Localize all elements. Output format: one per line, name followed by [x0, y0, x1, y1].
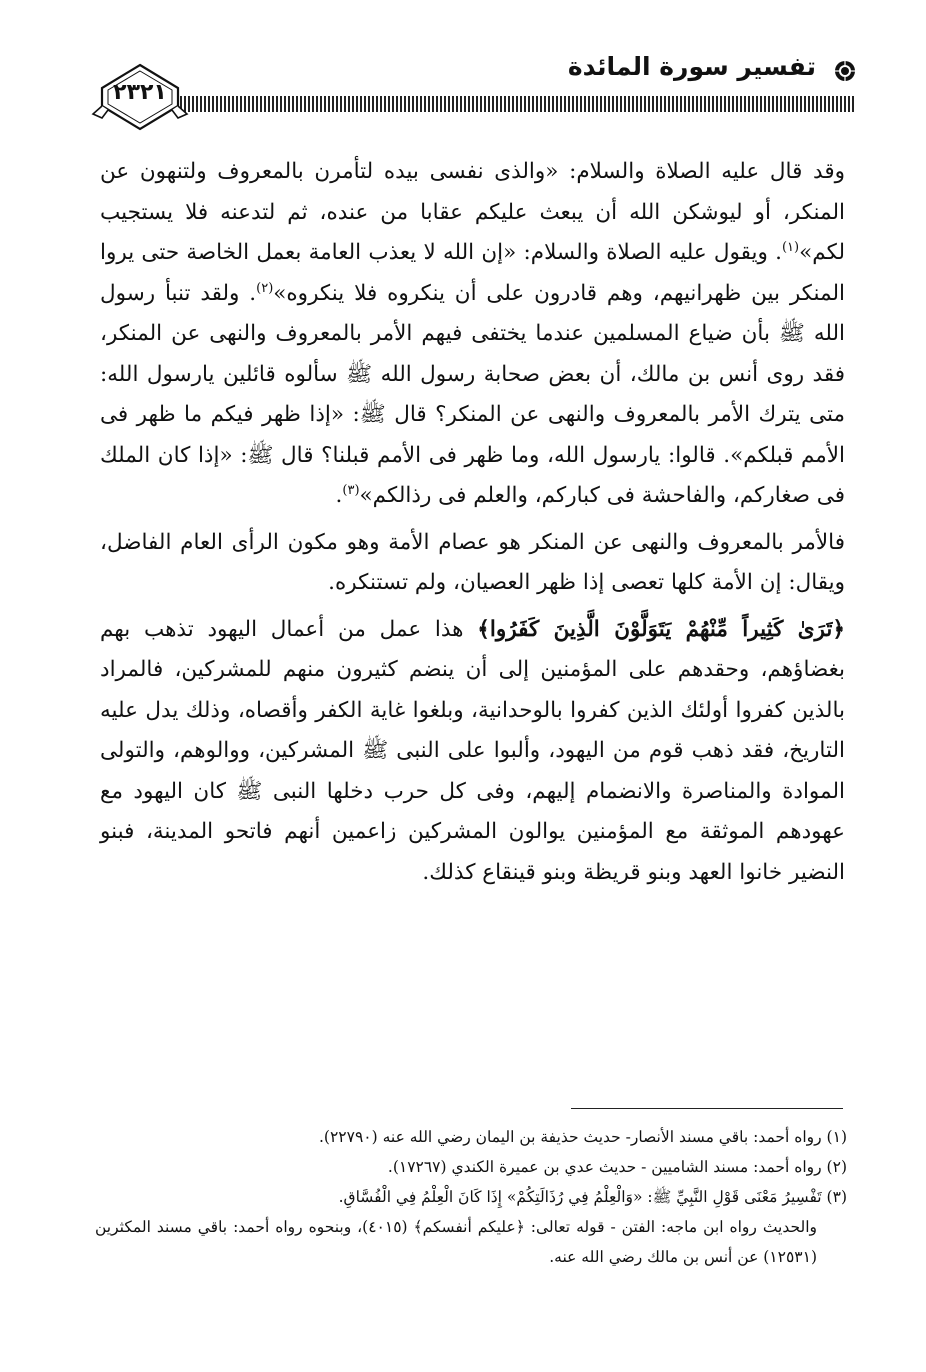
paragraph-1-part-c: . ولقد تنبأ رسول الله ﷺ بأن ضياع المسلمين عندما يختفى فيهم الأمر بالمعروف والنهى عن المنكر، فقد روى أنس بن مالك، أن بعض صحابة رسول الله ﷺ سألوه قائلين يارسول الله: متى يترك الأمر بالمعروف والنهى عن المنكر؟ قال ﷺ: «إذا ظهر فيكم ما ظهر فى الأمم قبلكم». قالوا: يارسول الله، وما ظهر فى الأمم قبلنا؟ قال ﷺ: «إذا كان الملك فى صغاركم، والفاحشة فى كباركم، والعلم فى رذالكم»	[100, 280, 845, 508]
paragraph-1-part-a: وقد قال عليه الصلاة والسلام: «والذى نفسى بيده لتأمرن بالمعروف ولتنهون عن المنكر، أو ليوشكن الله أن يبعث عليكم عقابا من عنده، ثم لتدعنه فلا يستجيب لكم»	[100, 159, 845, 265]
running-title: تفسير سورة المائدة	[567, 52, 816, 81]
footnote-2: (٢) رواه أحمد: مسند الشاميين - حديث عدي بن عميرة الكندي (١٧٢٦٧).	[387, 1158, 847, 1176]
paragraph-3	[100, 610, 845, 894]
footnote-3-continued: والحديث رواه ابن ماجه: الفتن - قوله تعالى: ﴿عليكم أنفسكم﴾ (٤٠١٥)، وبنحوه رواه أحمد: باقي مسند المكثرين (١٢٥٣١) عن أنس بن مالك رضي الله عنه.	[95, 1218, 818, 1266]
paragraph-1-end: .	[335, 483, 343, 508]
footnote-3: (٣) تَفْسِيرُ مَعْنَى قَوْلِ النَّبِيِّ ﷺ: «وَالْعِلْمُ فِي رُذَالَتِكُمْ» إِذَا كَانَ الْعِلْمُ فِي الْفُسَّاقِ.	[338, 1188, 847, 1206]
footnote-ref-3: (٣)	[342, 482, 360, 498]
paragraph-3-text: هذا عمل من أعمال اليهود تذهب بهم بغضاؤهم، وحقدهم على المؤمنين إلى أن ينضم كثيرون منهم للمشركين، فالمراد بالذين كفروا أولئك الذين كفروا بالوحدانية، وبلغوا غاية الكفر وأقصاه، وذلك يدل عليه التاريخ، فقد ذهب قوم من اليهود، وألبوا على النبى ﷺ المشركين، ووالوهم، والتولى الموادة والمناصرة والانضمام إليهم، وفى كل حرب دخلها النبى ﷺ كان اليهود مع عهودهم الموثقة مع المؤمنين يوالون المشركين زاعمين أنهم فاتحو المدينة، فبنو النضير خانوا العهد وبنو قريظة وبنو قينقاع كذلك.	[100, 616, 845, 885]
paragraph-1	[100, 152, 845, 517]
footnotes	[95, 1122, 847, 1272]
footnote-ref-1: (١)	[781, 239, 800, 255]
page-header	[0, 0, 926, 150]
footnote-ref-2: (٢)	[256, 280, 274, 296]
quran-verse: ﴿تَرَىٰ كَثِيراً مِّنْهُمْ يَتَوَلَّوْنَ الَّذِينَ كَفَرُوا﴾	[477, 616, 845, 642]
main-text	[100, 152, 845, 893]
footnote-1: (١) رواه أحمد: باقي مسند الأنصار- حديث حذيفة بن اليمان رضي الله عنه (٢٢٧٩٠).	[318, 1128, 847, 1146]
paragraph-2: فالأمر بالمعروف والنهى عن المنكر هو عصام الأمة وهو مكون الرأى العام الفاضل، ويقال: إن الأمة كلها تعصى إذا ظهر العصيان، ولم تستنكره.	[100, 529, 845, 595]
footnote-divider	[571, 1108, 843, 1109]
page-number: ٢٣٢١	[113, 80, 167, 105]
paragraph-1-part-b: . ويقول عليه الصلاة والسلام: «إن الله لا يعذب العامة بعمل الخاصة حتى يروا المنكر بين ظهرانيهم، وهم قادرون على أن ينكروه فلا ينكروه»	[100, 240, 845, 306]
header-rule	[180, 96, 856, 112]
rosette-ornament-icon	[834, 60, 856, 82]
